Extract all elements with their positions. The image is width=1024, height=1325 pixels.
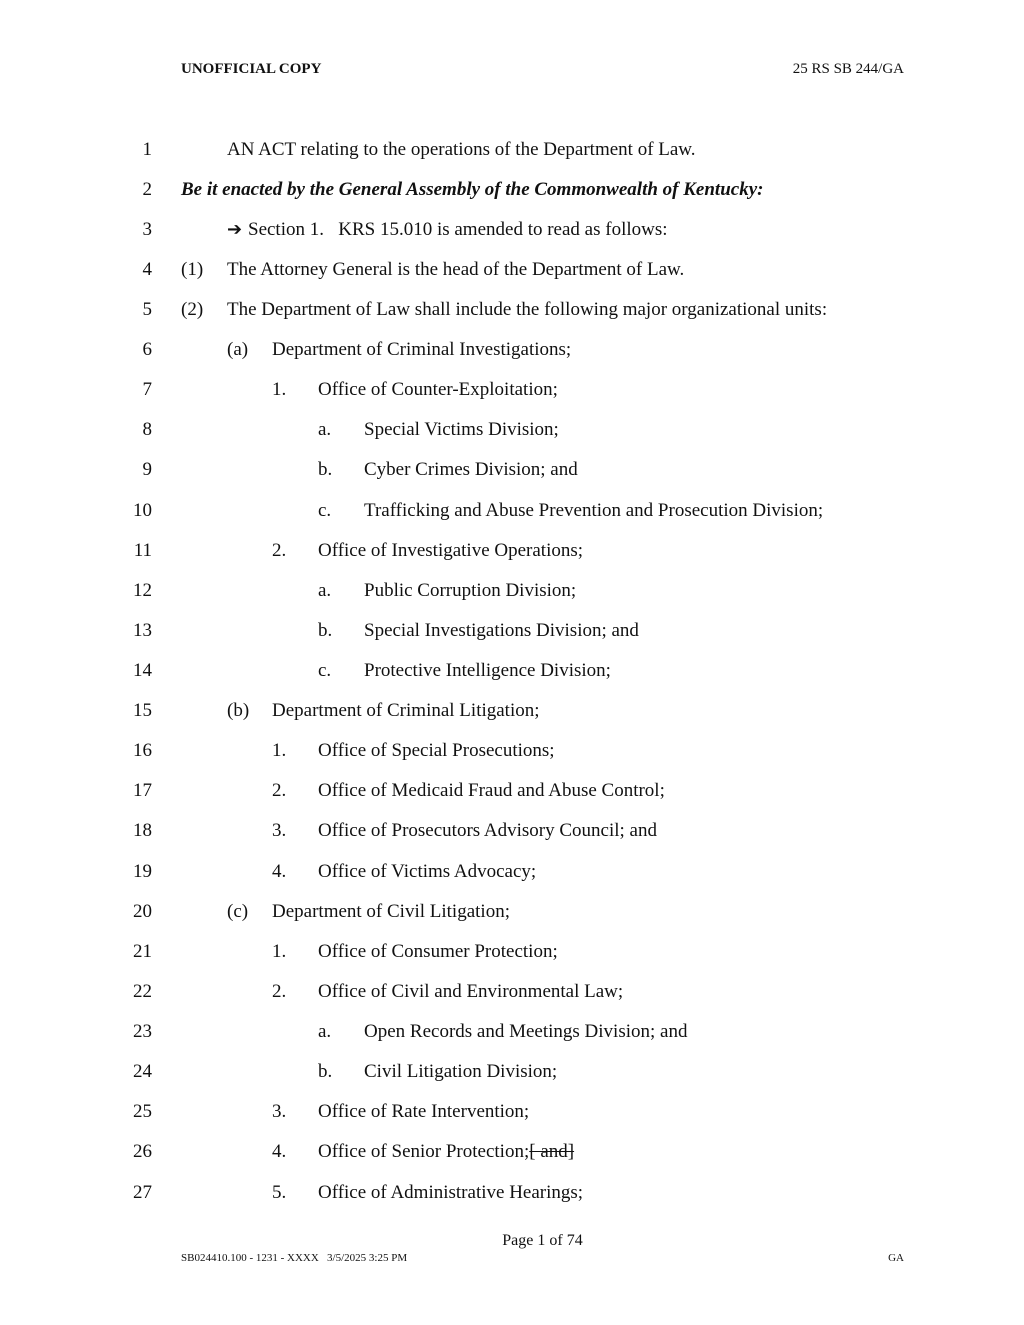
line-number: 8 [142, 419, 152, 440]
document-line [0, 777, 1024, 805]
document-line [0, 537, 1024, 565]
line-number: 22 [133, 981, 152, 1002]
line-text: Office of Consumer Protection; [318, 941, 558, 962]
item-label: (c) [227, 901, 249, 922]
document-line [0, 1179, 1024, 1207]
item-label: 1. [272, 379, 287, 400]
item-label: 2. [272, 780, 287, 801]
line-number: 9 [142, 459, 152, 480]
line-number: 25 [133, 1101, 152, 1122]
document-line [0, 657, 1024, 685]
line-text: Office of Counter-Exploitation; [318, 379, 558, 400]
item-label: b. [318, 459, 333, 480]
line-text: Office of Investigative Operations; [318, 540, 584, 561]
line-text: Trafficking and Abuse Prevention and Prosecution Division; [364, 500, 824, 521]
document-line [0, 1018, 1024, 1046]
document-line [0, 1098, 1024, 1126]
line-number: 1 [142, 139, 152, 160]
drafter-initials: GA [888, 1252, 904, 1264]
item-label: 3. [272, 820, 287, 841]
document-line [0, 938, 1024, 966]
line-text: Special Victims Division; [364, 419, 559, 440]
line-number: 19 [133, 861, 152, 882]
struck-text: [ and] [529, 1141, 575, 1162]
line-number: 16 [133, 740, 152, 761]
item-label: c. [318, 660, 332, 681]
line-number: 27 [133, 1182, 152, 1203]
page-number: Page 1 of 74 [502, 1232, 583, 1249]
enacting-clause: Be it enacted by the General Assembly of the Commonwealth of Kentucky: [181, 179, 764, 200]
line-number: 5 [142, 299, 152, 320]
document-line [0, 737, 1024, 765]
line-text [318, 1138, 574, 1166]
document-line [0, 256, 1024, 284]
item-label: 4. [272, 1141, 287, 1162]
line-number: 26 [133, 1141, 152, 1162]
document-line [0, 978, 1024, 1006]
line-text: Department of Criminal Investigations; [272, 339, 572, 360]
line-text: Open Records and Meetings Division; and [364, 1021, 688, 1042]
document-line [0, 376, 1024, 404]
document-line [0, 296, 1024, 324]
item-label: b. [318, 1061, 333, 1082]
document-line [0, 497, 1024, 525]
line-text: Civil Litigation Division; [364, 1061, 558, 1082]
line-number: 23 [133, 1021, 152, 1042]
line-number: 14 [133, 660, 152, 681]
item-label: 2. [272, 540, 287, 561]
item-label: (2) [181, 299, 204, 320]
document-line [0, 898, 1024, 926]
line-number: 17 [133, 780, 152, 801]
line-number: 4 [142, 259, 152, 280]
line-text: Office of Victims Advocacy; [318, 861, 537, 882]
line-text: The Department of Law shall include the following major organizational units: [227, 299, 828, 320]
document-line [0, 1138, 1024, 1166]
line-text: Department of Civil Litigation; [272, 901, 510, 922]
line-number: 6 [142, 339, 152, 360]
item-label: 2. [272, 981, 287, 1002]
item-label: b. [318, 620, 333, 641]
line-text: Public Corruption Division; [364, 580, 577, 601]
item-label: 4. [272, 861, 287, 882]
line-number: 12 [133, 580, 152, 601]
line-number: 2 [142, 179, 152, 200]
line-number: 10 [133, 500, 152, 521]
item-label: (a) [227, 339, 249, 360]
section-heading: Section 1. KRS 15.010 is amended to read as follows: [248, 219, 668, 240]
item-label: (b) [227, 700, 250, 721]
item-label: a. [318, 419, 332, 440]
document-code: SB024410.100 - 1231 - XXXX 3/5/2025 3:25 PM [181, 1252, 408, 1264]
line-text: The Attorney General is the head of the Department of Law. [227, 259, 685, 280]
line-number: 7 [142, 379, 152, 400]
document-line [0, 336, 1024, 364]
document-line [0, 216, 1024, 244]
item-label: (1) [181, 259, 204, 280]
document-line [0, 416, 1024, 444]
document-line [0, 1058, 1024, 1086]
document-line [0, 176, 1024, 204]
item-label: 3. [272, 1101, 287, 1122]
item-label: a. [318, 580, 332, 601]
item-label: 1. [272, 941, 287, 962]
line-number: 21 [133, 941, 152, 962]
line-text: Office of Civil and Environmental Law; [318, 981, 624, 1002]
line-number: 3 [142, 219, 152, 240]
line-number: 11 [133, 540, 152, 561]
line-text: Special Investigations Division; and [364, 620, 639, 641]
document-line [0, 697, 1024, 725]
line-text: Office of Administrative Hearings; [318, 1182, 584, 1203]
line-text: AN ACT relating to the operations of the Department of Law. [227, 139, 696, 160]
document-line [0, 577, 1024, 605]
line-text: Department of Criminal Litigation; [272, 700, 540, 721]
item-label: a. [318, 1021, 332, 1042]
document-line [0, 617, 1024, 645]
line-text: Office of Medicaid Fraud and Abuse Control; [318, 780, 665, 801]
line-text: Office of Rate Intervention; [318, 1101, 530, 1122]
line-text-main: Office of Senior Protection; [318, 1141, 530, 1162]
document-line [0, 136, 1024, 164]
document-line [0, 858, 1024, 886]
line-number: 24 [133, 1061, 152, 1082]
line-number: 13 [133, 620, 152, 641]
header-bill-number: 25 RS SB 244/GA [792, 61, 904, 77]
line-text: Office of Special Prosecutions; [318, 740, 555, 761]
line-number: 18 [133, 820, 152, 841]
header-unofficial-copy: UNOFFICIAL COPY [181, 61, 322, 77]
arrow-right-icon: ➔ [227, 219, 243, 240]
line-number: 20 [133, 901, 152, 922]
item-label: c. [318, 500, 332, 521]
document-line [0, 817, 1024, 845]
item-label: 5. [272, 1182, 287, 1203]
line-text: Protective Intelligence Division; [364, 660, 611, 681]
line-text: Office of Prosecutors Advisory Council; and [318, 820, 657, 841]
line-number: 15 [133, 700, 152, 721]
item-label: 1. [272, 740, 287, 761]
line-text: Cyber Crimes Division; and [364, 459, 578, 480]
document-line [0, 456, 1024, 484]
